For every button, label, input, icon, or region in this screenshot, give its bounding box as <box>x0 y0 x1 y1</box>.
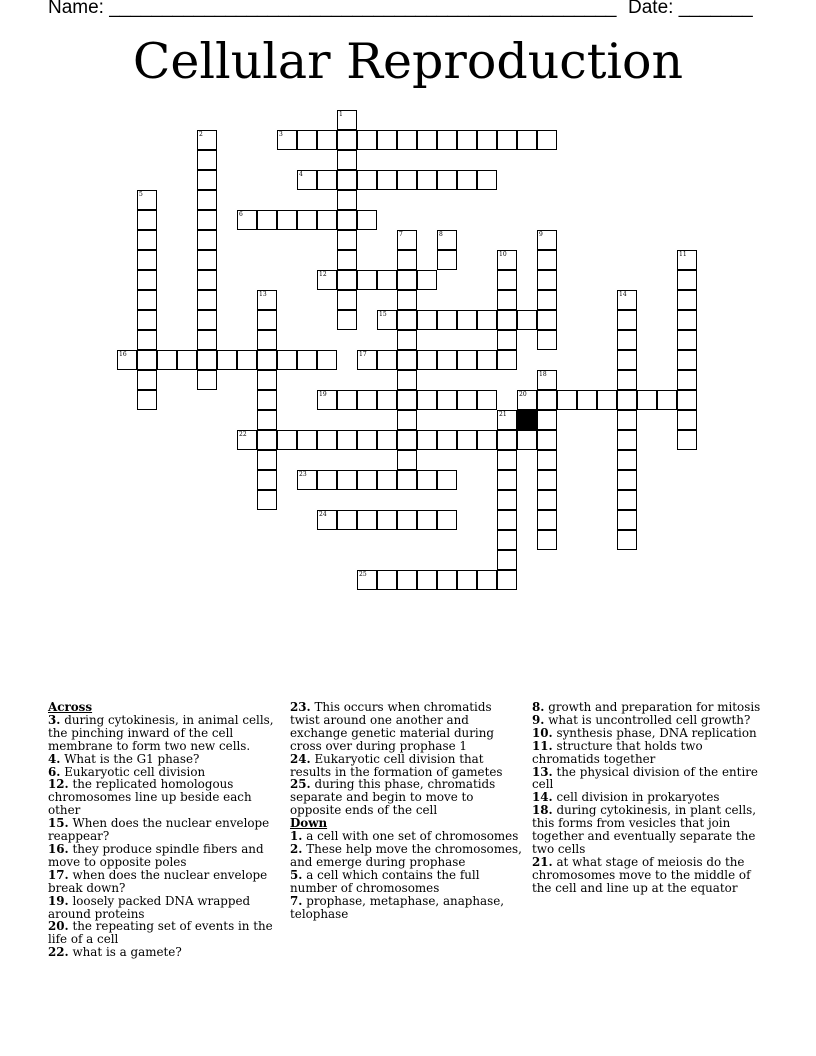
crossword-cell[interactable] <box>397 570 417 590</box>
crossword-cell[interactable] <box>357 430 377 450</box>
crossword-cell[interactable] <box>497 570 517 590</box>
crossword-cell[interactable] <box>357 470 377 490</box>
clue-down-7: 7. prophase, metaphase, anaphase, telophase <box>290 893 505 921</box>
crossword-cell[interactable] <box>397 170 417 190</box>
crossword-cell[interactable] <box>197 230 217 250</box>
clue-number-label: 8 <box>439 231 443 238</box>
crossword-cell[interactable] <box>197 190 217 210</box>
clue-column-1 <box>48 701 280 959</box>
crossword-cell[interactable] <box>537 510 557 530</box>
crossword-cell[interactable] <box>557 390 577 410</box>
crossword-cell[interactable] <box>337 510 357 530</box>
crossword-cell[interactable] <box>617 390 637 410</box>
clue-number-label: 21 <box>499 411 507 418</box>
crossword-cell[interactable] <box>477 310 497 330</box>
crossword-cell[interactable] <box>257 490 277 510</box>
crossword-cell[interactable] <box>137 370 157 390</box>
crossword-cell[interactable] <box>297 130 317 150</box>
clue-across-15: 15. When does the nuclear envelope reappear? <box>48 816 270 844</box>
crossword-cell[interactable] <box>137 290 157 310</box>
crossword-cell[interactable] <box>317 270 337 290</box>
crossword-cell[interactable] <box>477 570 497 590</box>
crossword-cell[interactable] <box>237 210 257 230</box>
crossword-cell[interactable] <box>177 350 197 370</box>
across-heading: Across <box>48 700 93 714</box>
crossword-cell[interactable] <box>197 350 217 370</box>
crossword-cell[interactable] <box>617 350 637 370</box>
crossword-cell[interactable] <box>677 310 697 330</box>
crossword-cell[interactable] <box>357 390 377 410</box>
crossword-cell[interactable] <box>677 370 697 390</box>
crossword-cell[interactable] <box>497 130 517 150</box>
crossword-cell[interactable] <box>297 350 317 370</box>
crossword-cell[interactable] <box>577 390 597 410</box>
clue-number-label: 18 <box>539 371 547 378</box>
crossword-cell[interactable] <box>497 290 517 310</box>
clue-number-label: 12 <box>319 271 327 278</box>
crossword-cell[interactable] <box>417 510 437 530</box>
crossword-cell[interactable] <box>237 430 257 450</box>
crossword-cell[interactable] <box>417 470 437 490</box>
crossword-cell[interactable] <box>397 370 417 390</box>
crossword-cell[interactable] <box>277 350 297 370</box>
crossword-cell[interactable] <box>197 150 217 170</box>
crossword-cell[interactable] <box>457 570 477 590</box>
clue-number-label: 25 <box>359 571 367 578</box>
crossword-cell[interactable] <box>257 350 277 370</box>
crossword-cell[interactable] <box>517 310 537 330</box>
crossword-cell[interactable] <box>197 370 217 390</box>
crossword-cell[interactable] <box>317 130 337 150</box>
crossword-cell[interactable] <box>537 310 557 330</box>
crossword-cell[interactable] <box>197 130 217 150</box>
crossword-cell[interactable] <box>677 390 697 410</box>
crossword-cell[interactable] <box>377 170 397 190</box>
crossword-cell[interactable] <box>337 110 357 130</box>
clue-across-3: 3. during cytokinesis, in animal cells, the pinching inward of the cell membrane to form two new cells. <box>48 712 274 753</box>
crossword-cell[interactable] <box>437 350 457 370</box>
crossword-cell[interactable] <box>677 330 697 350</box>
crossword-cell[interactable] <box>537 250 557 270</box>
crossword-cell[interactable] <box>497 490 517 510</box>
clue-number-label: 20 <box>519 391 527 398</box>
crossword-cell[interactable] <box>377 470 397 490</box>
crossword-cell[interactable] <box>377 430 397 450</box>
crossword-cell[interactable] <box>397 230 417 250</box>
crossword-cell[interactable] <box>337 130 357 150</box>
crossword-cell[interactable] <box>617 290 637 310</box>
crossword-cell[interactable] <box>477 430 497 450</box>
crossword-cell[interactable] <box>257 390 277 410</box>
crossword-cell[interactable] <box>377 310 397 330</box>
crossword-cell[interactable] <box>657 390 677 410</box>
crossword-cell[interactable] <box>417 390 437 410</box>
clue-across-23: 23. This occurs when chromatids twist around one another and exchange genetic material during cross over during prophase 1 <box>290 700 494 753</box>
crossword-cell[interactable] <box>137 250 157 270</box>
clue-across-12: 12. the replicated homologous chromosomes line up beside each other <box>48 777 252 818</box>
crossword-cell[interactable] <box>377 350 397 370</box>
crossword-cell[interactable] <box>257 410 277 430</box>
crossword-cell[interactable] <box>257 430 277 450</box>
crossword-cell[interactable] <box>197 210 217 230</box>
clue-number-label: 16 <box>119 351 127 358</box>
crossword-cell[interactable] <box>397 290 417 310</box>
clue-number-label: 22 <box>239 431 247 438</box>
crossword-cell[interactable] <box>337 190 357 210</box>
crossword-cell[interactable] <box>397 310 417 330</box>
crossword-cell[interactable] <box>317 470 337 490</box>
crossword-cell[interactable] <box>317 510 337 530</box>
down-heading: Down <box>290 816 328 831</box>
crossword-cell[interactable] <box>417 170 437 190</box>
crossword-cell[interactable] <box>537 130 557 150</box>
crossword-cell[interactable] <box>397 470 417 490</box>
clue-across-25: 25. during this phase, chromatids separate and begin to move to opposite ends of the cell <box>290 777 496 818</box>
crossword-cell[interactable] <box>197 170 217 190</box>
crossword-cell[interactable] <box>537 290 557 310</box>
crossword-cell[interactable] <box>497 330 517 350</box>
crossword-cell[interactable] <box>357 210 377 230</box>
crossword-cell[interactable] <box>397 330 417 350</box>
crossword-cell[interactable] <box>677 410 697 430</box>
crossword-cell[interactable] <box>437 170 457 190</box>
crossword-cell[interactable] <box>357 350 377 370</box>
clue-across-19: 19. loosely packed DNA wrapped around proteins <box>48 893 251 921</box>
date-field-label: Date: _______ <box>628 0 753 18</box>
crossword-cell[interactable] <box>537 450 557 470</box>
crossword-cell[interactable] <box>257 450 277 470</box>
crossword-cell[interactable] <box>537 430 557 450</box>
crossword-cell[interactable] <box>397 450 417 470</box>
crossword-cell[interactable] <box>317 350 337 370</box>
clue-number-label: 10 <box>499 251 507 258</box>
crossword-cell[interactable] <box>497 350 517 370</box>
crossword-cell[interactable] <box>537 370 557 390</box>
crossword-cell[interactable] <box>437 430 457 450</box>
crossword-cell[interactable] <box>457 430 477 450</box>
crossword-cell[interactable] <box>277 430 297 450</box>
crossword-cell[interactable] <box>197 250 217 270</box>
crossword-cell[interactable] <box>257 330 277 350</box>
crossword-cell[interactable] <box>437 570 457 590</box>
clue-down-2: 2. These help move the chromosomes, and emerge during prophase <box>290 841 522 869</box>
crossword-cell[interactable] <box>397 510 417 530</box>
crossword-cell[interactable] <box>337 150 357 170</box>
clue-across-20: 20. the repeating set of events in the life of a cell <box>48 919 273 947</box>
clue-down-1: 1. a cell with one set of chromosomes <box>290 829 519 844</box>
clue-number-label: 4 <box>299 171 303 178</box>
clue-number-label: 6 <box>239 211 243 218</box>
crossword-cell[interactable] <box>257 370 277 390</box>
clue-across-22: 22. what is a gamete? <box>48 945 182 960</box>
clue-across-24: 24. Eukaryotic cell division that results in the formation of gametes <box>290 751 503 779</box>
clue-number-label: 11 <box>679 251 687 258</box>
crossword-cell[interactable] <box>257 310 277 330</box>
clue-down-21: 21. at what stage of meiosis do the chromosomes move to the middle of the cell and line up at the equator <box>532 854 751 895</box>
crossword-cell[interactable] <box>237 350 257 370</box>
clue-number-label: 24 <box>319 511 327 518</box>
crossword-cell[interactable] <box>337 290 357 310</box>
crossword-cell[interactable] <box>497 550 517 570</box>
crossword-cell[interactable] <box>337 430 357 450</box>
clue-down-13: 13. the physical division of the entire cell <box>532 764 758 792</box>
crossword-cell[interactable] <box>397 130 417 150</box>
crossword-cell[interactable] <box>517 390 537 410</box>
crossword-cell[interactable] <box>517 430 537 450</box>
crossword-cell[interactable] <box>677 430 697 450</box>
crossword-cell[interactable] <box>677 290 697 310</box>
crossword-cell[interactable] <box>357 270 377 290</box>
crossword-cell[interactable] <box>397 410 417 430</box>
crossword-cell[interactable] <box>537 330 557 350</box>
clue-down-11: 11. structure that holds two chromatids together <box>532 738 703 766</box>
clue-down-9: 9. what is uncontrolled cell growth? <box>532 712 751 727</box>
crossword-cell[interactable] <box>617 470 637 490</box>
crossword-cell[interactable] <box>477 390 497 410</box>
clue-across-16: 16. they produce spindle fibers and move to opposite poles <box>48 841 264 869</box>
clue-number-label: 3 <box>279 131 283 138</box>
crossword-cell[interactable] <box>257 470 277 490</box>
crossword-cell[interactable] <box>537 490 557 510</box>
crossword-cell[interactable] <box>297 470 317 490</box>
crossword-cell[interactable] <box>537 390 557 410</box>
crossword-cell[interactable] <box>317 430 337 450</box>
crossword-cell[interactable] <box>677 270 697 290</box>
clue-column-3 <box>532 701 764 895</box>
clue-number-label: 7 <box>399 231 403 238</box>
crossword-cell[interactable] <box>137 350 157 370</box>
crossword-cell[interactable] <box>197 330 217 350</box>
crossword-cell[interactable] <box>437 250 457 270</box>
clue-number-label: 1 <box>339 111 343 118</box>
clue-across-17: 17. when does the nuclear envelope break down? <box>48 867 268 895</box>
crossword-cell[interactable] <box>337 170 357 190</box>
crossword-cell[interactable] <box>437 130 457 150</box>
crossword-cell[interactable] <box>537 270 557 290</box>
crossword-cell[interactable] <box>677 350 697 370</box>
clue-number-label: 23 <box>299 471 307 478</box>
crossword-cell[interactable] <box>357 510 377 530</box>
crossword-cell[interactable] <box>637 390 657 410</box>
crossword-cell[interactable] <box>277 130 297 150</box>
crossword-cell[interactable] <box>437 470 457 490</box>
crossword-cell[interactable] <box>337 390 357 410</box>
crossword-cell[interactable] <box>537 230 557 250</box>
crossword-cell[interactable] <box>357 130 377 150</box>
crossword-cell[interactable] <box>677 250 697 270</box>
crossword-cell[interactable] <box>497 510 517 530</box>
crossword-cell[interactable] <box>477 170 497 190</box>
crossword-cell[interactable] <box>477 130 497 150</box>
blocked-cell <box>517 410 537 430</box>
crossword-cell[interactable] <box>377 570 397 590</box>
crossword-cell[interactable] <box>197 270 217 290</box>
clue-number-label: 9 <box>539 231 543 238</box>
clue-down-8: 8. growth and preparation for mitosis <box>532 700 761 714</box>
crossword-cell[interactable] <box>337 310 357 330</box>
crossword-cell[interactable] <box>617 310 637 330</box>
crossword-cell[interactable] <box>497 250 517 270</box>
clue-number-label: 17 <box>359 351 367 358</box>
crossword-cell[interactable] <box>617 530 637 550</box>
clue-number-label: 15 <box>379 311 387 318</box>
crossword-cell[interactable] <box>137 210 157 230</box>
crossword-cell[interactable] <box>437 310 457 330</box>
crossword-cell[interactable] <box>497 530 517 550</box>
clue-across-6: 6. Eukaryotic cell division <box>48 764 206 779</box>
crossword-cell[interactable] <box>137 190 157 210</box>
crossword-cell[interactable] <box>537 530 557 550</box>
crossword-cell[interactable] <box>117 350 137 370</box>
crossword-cell[interactable] <box>457 170 477 190</box>
crossword-cell[interactable] <box>337 250 357 270</box>
clue-down-18: 18. during cytokinesis, in plant cells, this forms from vesicles that join together and eventually separate the two cells <box>532 803 757 856</box>
crossword-cell[interactable] <box>317 170 337 190</box>
crossword-cell[interactable] <box>397 430 417 450</box>
crossword-cell[interactable] <box>417 570 437 590</box>
clue-number-label: 14 <box>619 291 627 298</box>
crossword-cell[interactable] <box>437 230 457 250</box>
crossword-cell[interactable] <box>617 430 637 450</box>
crossword-cell[interactable] <box>197 290 217 310</box>
crossword-cell[interactable] <box>137 270 157 290</box>
crossword-cell[interactable] <box>157 350 177 370</box>
crossword-cell[interactable] <box>337 230 357 250</box>
crossword-cell[interactable] <box>617 510 637 530</box>
clue-down-14: 14. cell division in prokaryotes <box>532 790 720 805</box>
clue-number-label: 13 <box>259 291 267 298</box>
crossword-cell[interactable] <box>497 450 517 470</box>
crossword-cell[interactable] <box>417 310 437 330</box>
crossword-cell[interactable] <box>617 450 637 470</box>
crossword-cell[interactable] <box>617 370 637 390</box>
crossword-cell[interactable] <box>317 390 337 410</box>
crossword-cell[interactable] <box>497 470 517 490</box>
crossword-cell[interactable] <box>497 430 517 450</box>
crossword-cell[interactable] <box>397 270 417 290</box>
clue-number-label: 19 <box>319 391 327 398</box>
crossword-cell[interactable] <box>397 390 417 410</box>
crossword-cell[interactable] <box>497 270 517 290</box>
crossword-cell[interactable] <box>457 130 477 150</box>
crossword-cell[interactable] <box>397 350 417 370</box>
clue-number-label: 2 <box>199 131 203 138</box>
crossword-cell[interactable] <box>257 210 277 230</box>
crossword-cell[interactable] <box>137 330 157 350</box>
crossword-cell[interactable] <box>297 210 317 230</box>
name-field-label: Name: ________________________________________________ <box>48 0 617 18</box>
crossword-cell[interactable] <box>617 330 637 350</box>
crossword-cell[interactable] <box>517 130 537 150</box>
crossword-cell[interactable] <box>457 310 477 330</box>
crossword-cell[interactable] <box>137 310 157 330</box>
crossword-cell[interactable] <box>497 410 517 430</box>
crossword-cell[interactable] <box>377 510 397 530</box>
crossword-cell[interactable] <box>417 130 437 150</box>
crossword-cell[interactable] <box>357 170 377 190</box>
crossword-cell[interactable] <box>397 250 417 270</box>
clue-column-2 <box>290 701 522 920</box>
crossword-cell[interactable] <box>537 410 557 430</box>
crossword-cell[interactable] <box>437 510 457 530</box>
crossword-cell[interactable] <box>417 430 437 450</box>
crossword-cell[interactable] <box>477 350 497 370</box>
crossword-cell[interactable] <box>537 470 557 490</box>
crossword-cell[interactable] <box>297 170 317 190</box>
crossword-cell[interactable] <box>357 570 377 590</box>
crossword-cell[interactable] <box>497 310 517 330</box>
crossword-cell[interactable] <box>417 350 437 370</box>
crossword-cell[interactable] <box>297 430 317 450</box>
crossword-cell[interactable] <box>137 230 157 250</box>
crossword-cell[interactable] <box>197 310 217 330</box>
crossword-cell[interactable] <box>377 270 397 290</box>
crossword-cell[interactable] <box>457 390 477 410</box>
crossword-cell[interactable] <box>337 270 357 290</box>
clue-down-5: 5. a cell which contains the full number of chromosomes <box>290 867 480 895</box>
crossword-cell[interactable] <box>337 470 357 490</box>
clue-number-label: 5 <box>139 191 143 198</box>
crossword-cell[interactable] <box>277 210 297 230</box>
crossword-cell[interactable] <box>257 290 277 310</box>
crossword-cell[interactable] <box>337 210 357 230</box>
crossword-cell[interactable] <box>317 210 337 230</box>
clue-across-4: 4. What is the G1 phase? <box>48 751 200 766</box>
crossword-cell[interactable] <box>617 410 637 430</box>
crossword-cell[interactable] <box>217 350 237 370</box>
crossword-cell[interactable] <box>457 350 477 370</box>
crossword-cell[interactable] <box>417 270 437 290</box>
page-title: Cellular Reproduction <box>132 33 684 90</box>
crossword-cell[interactable] <box>597 390 617 410</box>
clue-down-10: 10. synthesis phase, DNA replication <box>532 725 757 740</box>
crossword-cell[interactable] <box>377 390 397 410</box>
crossword-cell[interactable] <box>437 390 457 410</box>
crossword-cell[interactable] <box>377 130 397 150</box>
crossword-cell[interactable] <box>617 490 637 510</box>
crossword-cell[interactable] <box>137 390 157 410</box>
